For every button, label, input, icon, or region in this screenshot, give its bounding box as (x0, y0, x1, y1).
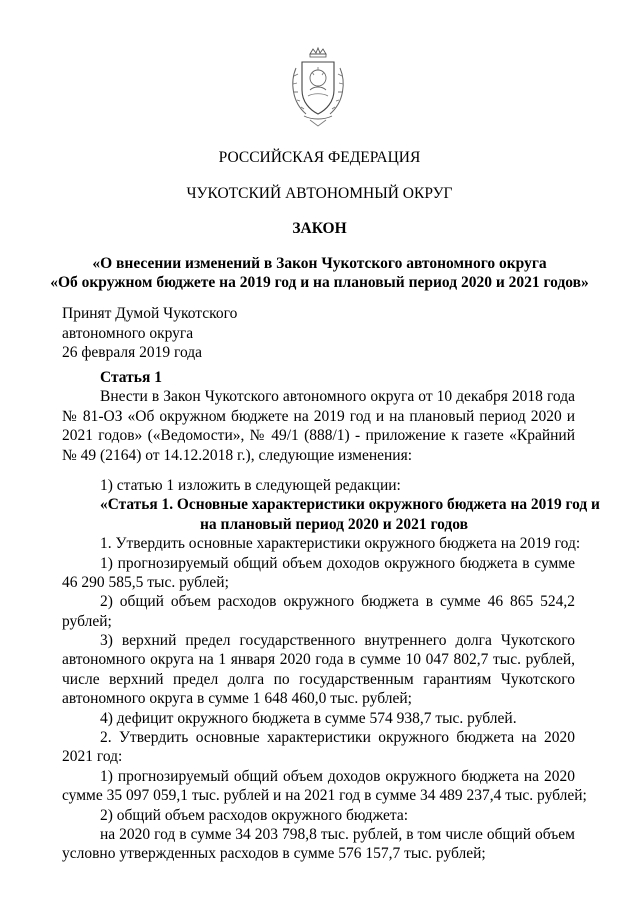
paragraph-line: 2021 годов» («Ведомости», № 49/1 (888/1) - приложение к газете «Крайний (62, 427, 575, 445)
paragraph-line: 4) дефицит окружного бюджета в сумме 574 938,7 тыс. рублей. (100, 709, 517, 727)
paragraph-line: № 81-ОЗ «Об окружном бюджете на 2019 год и на плановый период 2020 и (62, 407, 575, 425)
paragraph-line: 2. Утвердить основные характеристики окружного бюджета на 2020 (100, 729, 575, 747)
paragraph-line: 1) прогнозируемый общий объем доходов окружного бюджета в сумме (100, 554, 575, 572)
header-country: РОССИЙСКАЯ ФЕДЕРАЦИЯ (218, 149, 421, 166)
paragraph-line: 2021 год: (62, 748, 123, 766)
adoption-line-3: 26 февраля 2019 года (62, 344, 203, 361)
paragraph-line: 1) статью 1 изложить в следующей редакции: (100, 476, 401, 494)
sub-article-heading-line-2: на плановый период 2020 и 2021 годов (200, 515, 468, 533)
paragraph-line: сумме 35 097 059,1 тыс. рублей и на 2021 год в сумме 34 489 237,4 тыс. рублей; (62, 787, 587, 805)
adoption-line-1: Принят Думой Чукотского (62, 305, 238, 322)
paragraph-line: № 49 (2164) от 14.12.2018 г.), следующие изменения: (62, 446, 413, 464)
sub-article-heading-line-1: «Статья 1. Основные характеристики окружного бюджета на 2019 год и (100, 496, 600, 514)
paragraph-line: Внести в Закон Чукотского автономного округа от 10 декабря 2018 года (100, 388, 575, 406)
header-region: ЧУКОТСКИЙ АВТОНОМНЫЙ ОКРУГ (186, 185, 453, 202)
paragraph-line: рублей; (62, 612, 112, 630)
paragraph-line: 2) общий объем расходов окружного бюджета: (100, 806, 409, 824)
paragraph-line: числе верхний предел долга по государственным гарантиям Чукотского (62, 670, 575, 688)
paragraph-line: 1) прогнозируемый общий объем доходов окружного бюджета на 2020 (100, 767, 575, 785)
coat-of-arms-emblem (286, 46, 350, 130)
law-title-line-1: «О внесении изменений в Закон Чукотского автономного округа (92, 255, 547, 272)
paragraph-line: автономного округа на 1 января 2020 года в сумме 10 047 802,7 тыс. рублей, (62, 651, 575, 669)
article-1-heading: Статья 1 (100, 369, 162, 386)
paragraph-line: 2) общий объем расходов окружного бюджета в сумме 46 865 524,2 (100, 593, 575, 611)
paragraph-line: условно утвержденных расходов в сумме 576 157,7 тыс. рублей; (62, 845, 486, 863)
adoption-line-2: автономного округа (62, 324, 194, 342)
paragraph-line: автономного округа в сумме 1 648 460,0 тыс. рублей; (62, 690, 412, 708)
paragraph-line: 3) верхний предел государственного внутреннего долга Чукотского (100, 632, 575, 650)
paragraph-line: на 2020 год в сумме 34 203 798,8 тыс. рублей, в том числе общий объем (100, 825, 575, 843)
document-type: ЗАКОН (292, 220, 347, 237)
paragraph-line: 46 290 585,5 тыс. рублей; (62, 573, 229, 591)
paragraph-line: 1. Утвердить основные характеристики окружного бюджета на 2019 год: (100, 535, 581, 553)
article-1-body (62, 368, 600, 864)
adoption-info (62, 304, 237, 363)
law-title-line-2: «Об окружном бюджете на 2019 год и на плановый период 2020 и 2021 годов» (50, 274, 589, 291)
